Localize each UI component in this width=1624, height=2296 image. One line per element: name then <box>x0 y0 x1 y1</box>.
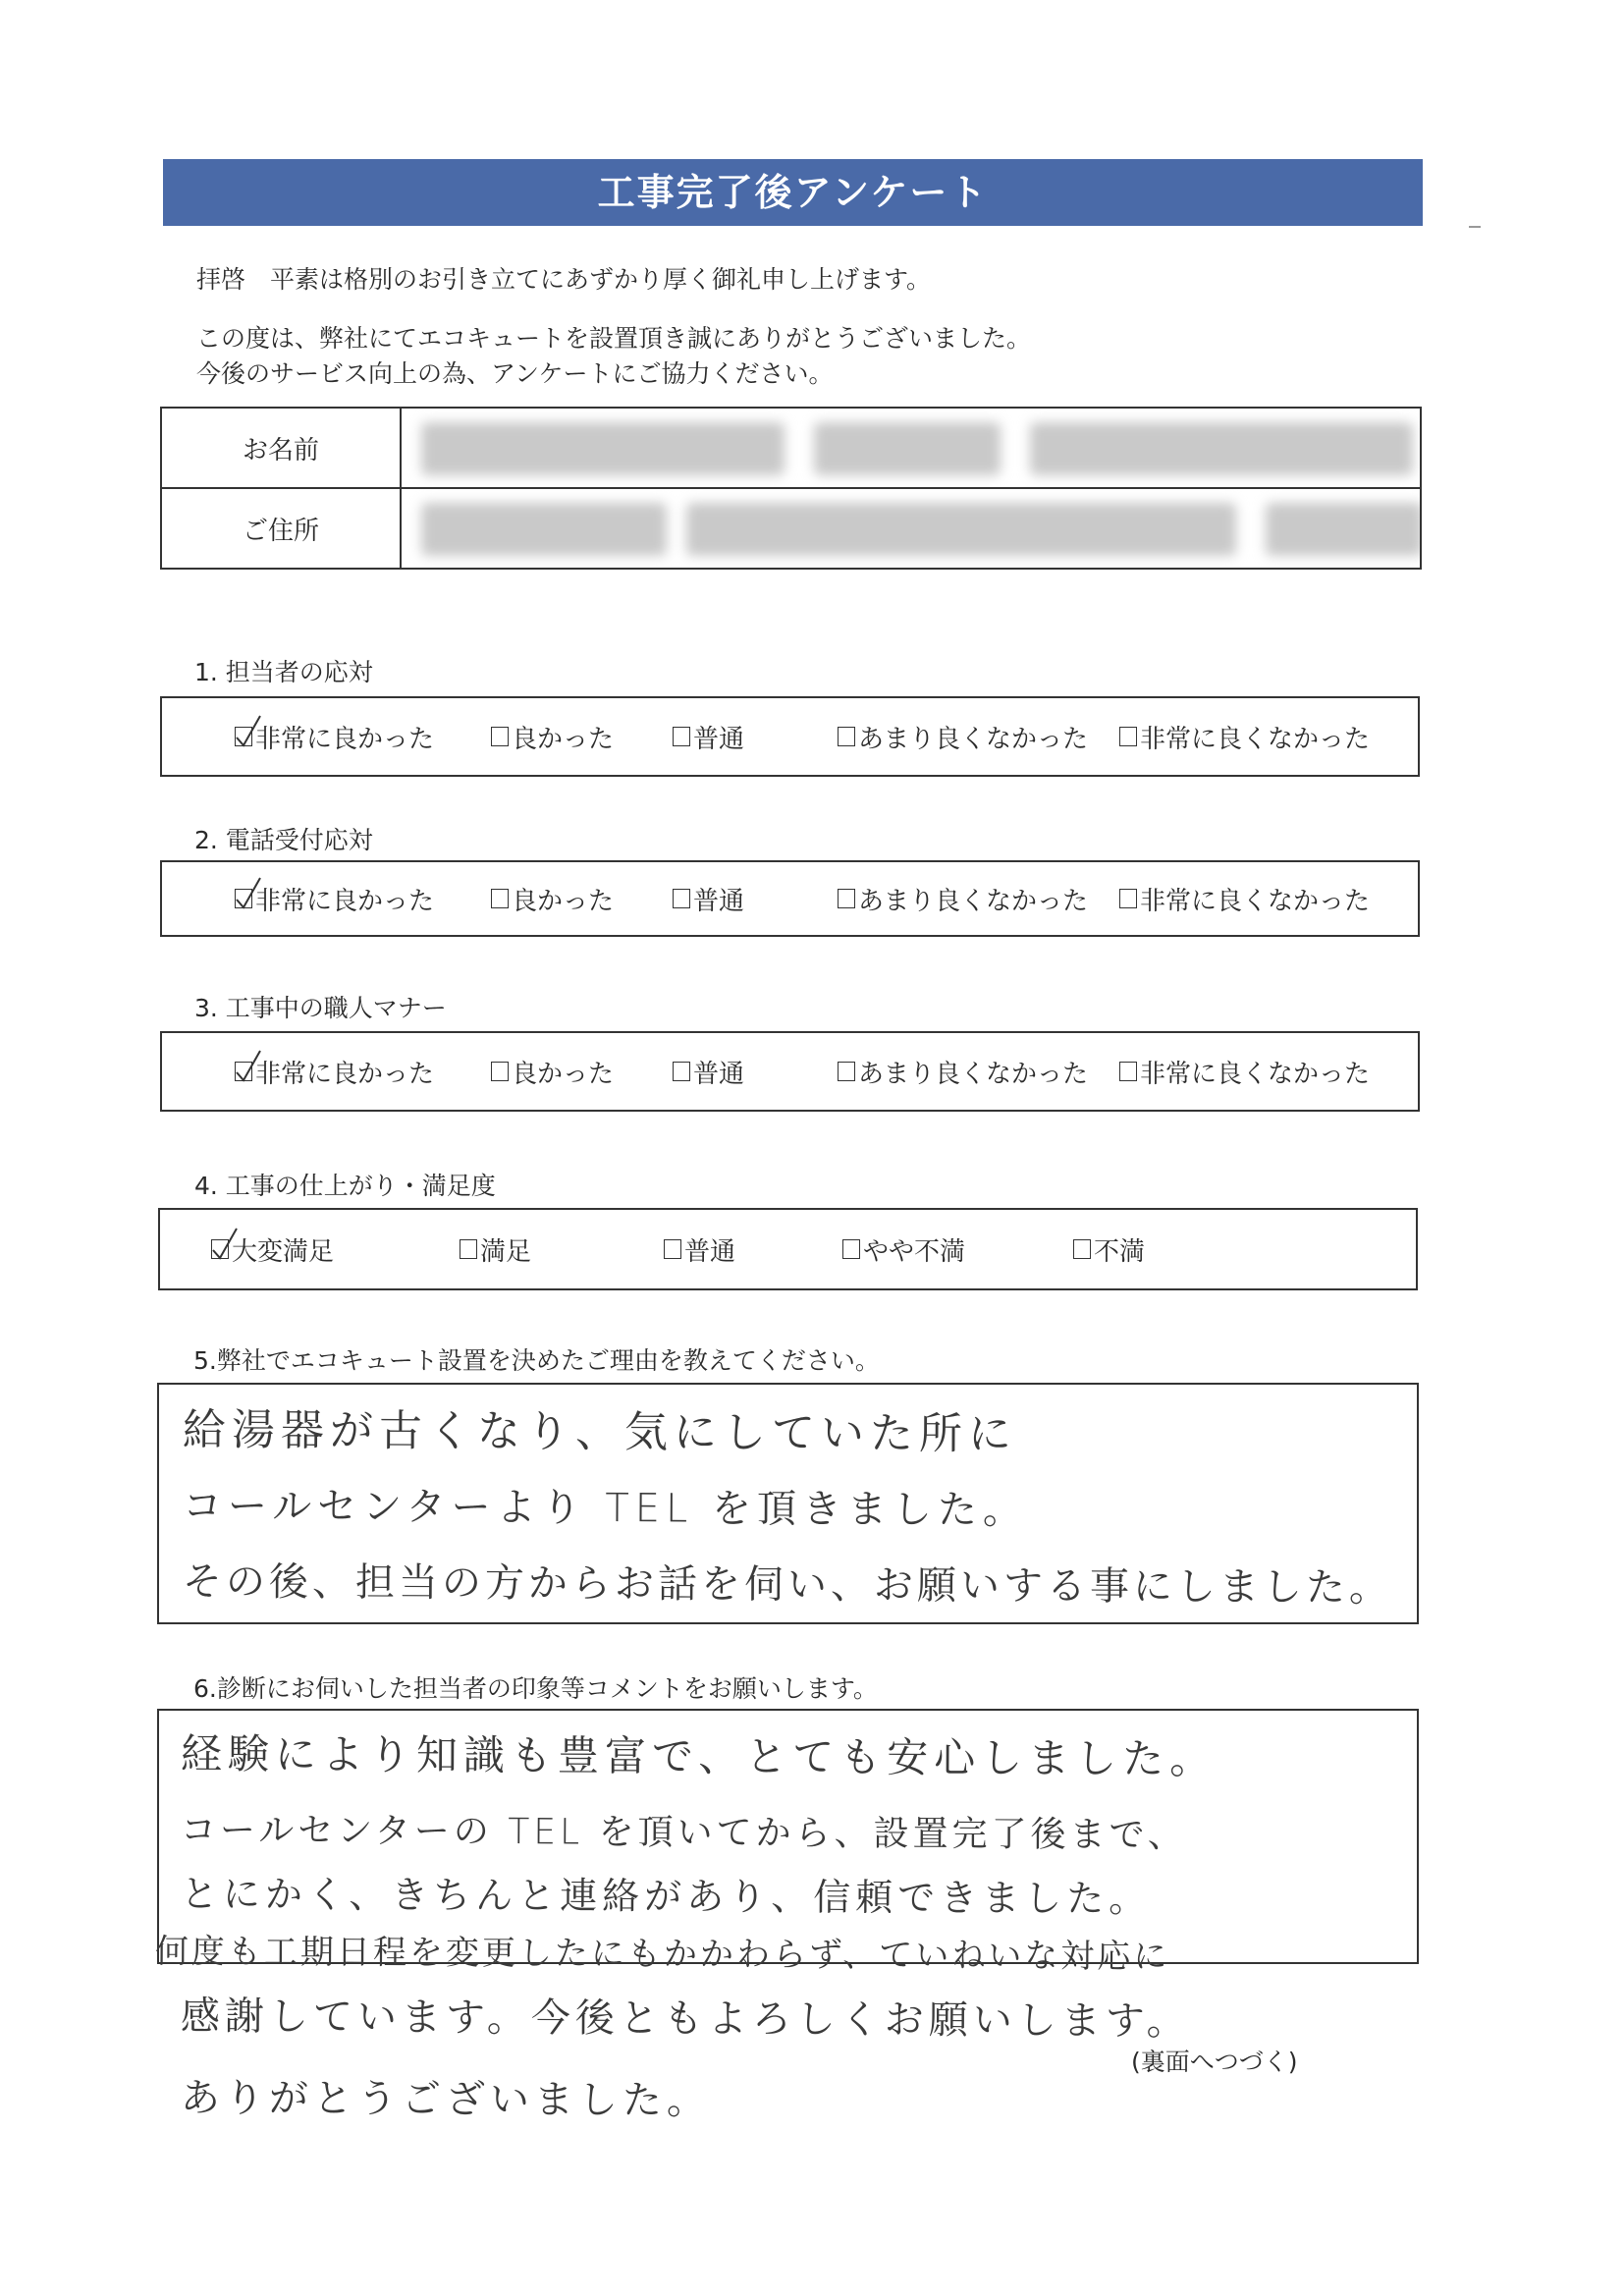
checkbox[interactable] <box>460 1239 477 1259</box>
checkbox-checked[interactable] <box>235 727 252 746</box>
q6-answer-line-1: 経験により知識も豊富で、とても安心しました。 <box>180 1729 1218 1783</box>
checkbox[interactable] <box>1119 889 1137 908</box>
checkbox-checked[interactable] <box>235 889 252 908</box>
address-row <box>162 489 1420 568</box>
q5-answer-line-3: その後、担当の方からお話を伺い、お願いする事にしました。 <box>182 1558 1393 1612</box>
q2-option-4[interactable]: あまり良くなかった <box>838 862 1088 935</box>
q4-option-1[interactable]: 大変満足 <box>211 1210 334 1288</box>
q1-heading: 1. 担当者の応対 <box>194 658 373 686</box>
intro-request: 今後のサービス向上の為、アンケートにご協力ください。 <box>196 359 834 388</box>
checkbox[interactable] <box>838 889 855 908</box>
address-value-redacted <box>402 489 1420 568</box>
q2-heading: 2. 電話受付応対 <box>194 826 373 854</box>
q4-option-4[interactable]: やや不満 <box>842 1210 965 1288</box>
q4-option-5[interactable]: 不満 <box>1073 1210 1145 1288</box>
customer-info-table <box>160 407 1422 570</box>
checkbox[interactable] <box>673 727 690 746</box>
checkbox[interactable] <box>842 1239 860 1259</box>
checkbox[interactable] <box>664 1239 681 1259</box>
q1-option-3[interactable]: 普通 <box>673 698 744 775</box>
q2-option-2[interactable]: 良かった <box>491 862 614 935</box>
q3-heading: 3. 工事中の職人マナー <box>194 994 447 1022</box>
checkbox[interactable] <box>673 1062 690 1081</box>
q5-answer-line-2: コールセンターより TEL を頂きました。 <box>182 1483 1029 1534</box>
q5-heading: 5.弊社でエコキュート設置を決めたご理由を教えてください。 <box>193 1346 880 1375</box>
q6-answer-line-3: とにかく、きちんと連絡があり、信頼できました。 <box>180 1872 1152 1921</box>
q6-answer-line-6: ありがとうございました。 <box>180 2075 712 2124</box>
continue-overleaf-note: (裏面へつづく) <box>1131 2048 1298 2076</box>
q3-options-box <box>160 1031 1420 1112</box>
checkbox[interactable] <box>1073 1239 1091 1259</box>
checkbox[interactable] <box>491 727 509 746</box>
q6-answer-line-4: 何度も工期日程を変更したにもかかわらず、ていねいな対応に <box>154 1932 1170 1977</box>
address-label: ご住所 <box>162 489 402 568</box>
q3-option-3[interactable]: 普通 <box>673 1033 744 1110</box>
q3-option-4[interactable]: あまり良くなかった <box>838 1033 1088 1110</box>
q3-option-1[interactable]: 非常に良かった <box>235 1033 434 1110</box>
q3-option-2[interactable]: 良かった <box>491 1033 614 1110</box>
q2-options-box <box>160 860 1420 937</box>
intro-thanks: この度は、弊社にてエコキュートを設置頂き誠にありがとうございました。 <box>196 324 1032 353</box>
checkbox[interactable] <box>491 889 509 908</box>
checkbox[interactable] <box>838 727 855 746</box>
q3-option-5[interactable]: 非常に良くなかった <box>1119 1033 1370 1110</box>
q6-answer-line-5: 感謝しています。今後ともよろしくお願いします。 <box>180 1994 1191 2045</box>
q1-option-5[interactable]: 非常に良くなかった <box>1119 698 1370 775</box>
checkbox[interactable] <box>491 1062 509 1081</box>
q6-answer-line-2: コールセンターの TEL を頂いてから、設置完了後まで、 <box>180 1810 1187 1856</box>
checkbox[interactable] <box>1119 727 1137 746</box>
checkbox[interactable] <box>1119 1062 1137 1081</box>
q5-answer-line-1: 給湯器が古くなり、気にしていた所に <box>182 1404 1018 1460</box>
checkbox-checked[interactable] <box>235 1062 252 1081</box>
q4-options-box <box>158 1208 1418 1290</box>
q2-option-1[interactable]: 非常に良かった <box>235 862 434 935</box>
name-value-redacted <box>402 409 1420 487</box>
q1-option-4[interactable]: あまり良くなかった <box>838 698 1088 775</box>
q4-option-2[interactable]: 満足 <box>460 1210 531 1288</box>
q1-options-box <box>160 696 1420 777</box>
intro-greeting: 拝啓 平素は格別のお引き立てにあずかり厚く御礼申し上げます。 <box>196 265 932 294</box>
survey-title: 工事完了後アンケート <box>163 159 1423 226</box>
q4-heading: 4. 工事の仕上がり・満足度 <box>194 1172 496 1200</box>
q6-heading: 6.診断にお伺いした担当者の印象等コメントをお願いします。 <box>193 1674 878 1703</box>
scan-edge-mark <box>1469 226 1481 228</box>
q4-option-3[interactable]: 普通 <box>664 1210 735 1288</box>
q1-option-1[interactable]: 非常に良かった <box>235 698 434 775</box>
q2-option-3[interactable]: 普通 <box>673 862 744 935</box>
checkbox-checked[interactable] <box>211 1239 229 1259</box>
name-row <box>162 409 1420 489</box>
checkbox[interactable] <box>673 889 690 908</box>
checkbox[interactable] <box>838 1062 855 1081</box>
name-label: お名前 <box>162 409 402 487</box>
q1-option-2[interactable]: 良かった <box>491 698 614 775</box>
q2-option-5[interactable]: 非常に良くなかった <box>1119 862 1370 935</box>
